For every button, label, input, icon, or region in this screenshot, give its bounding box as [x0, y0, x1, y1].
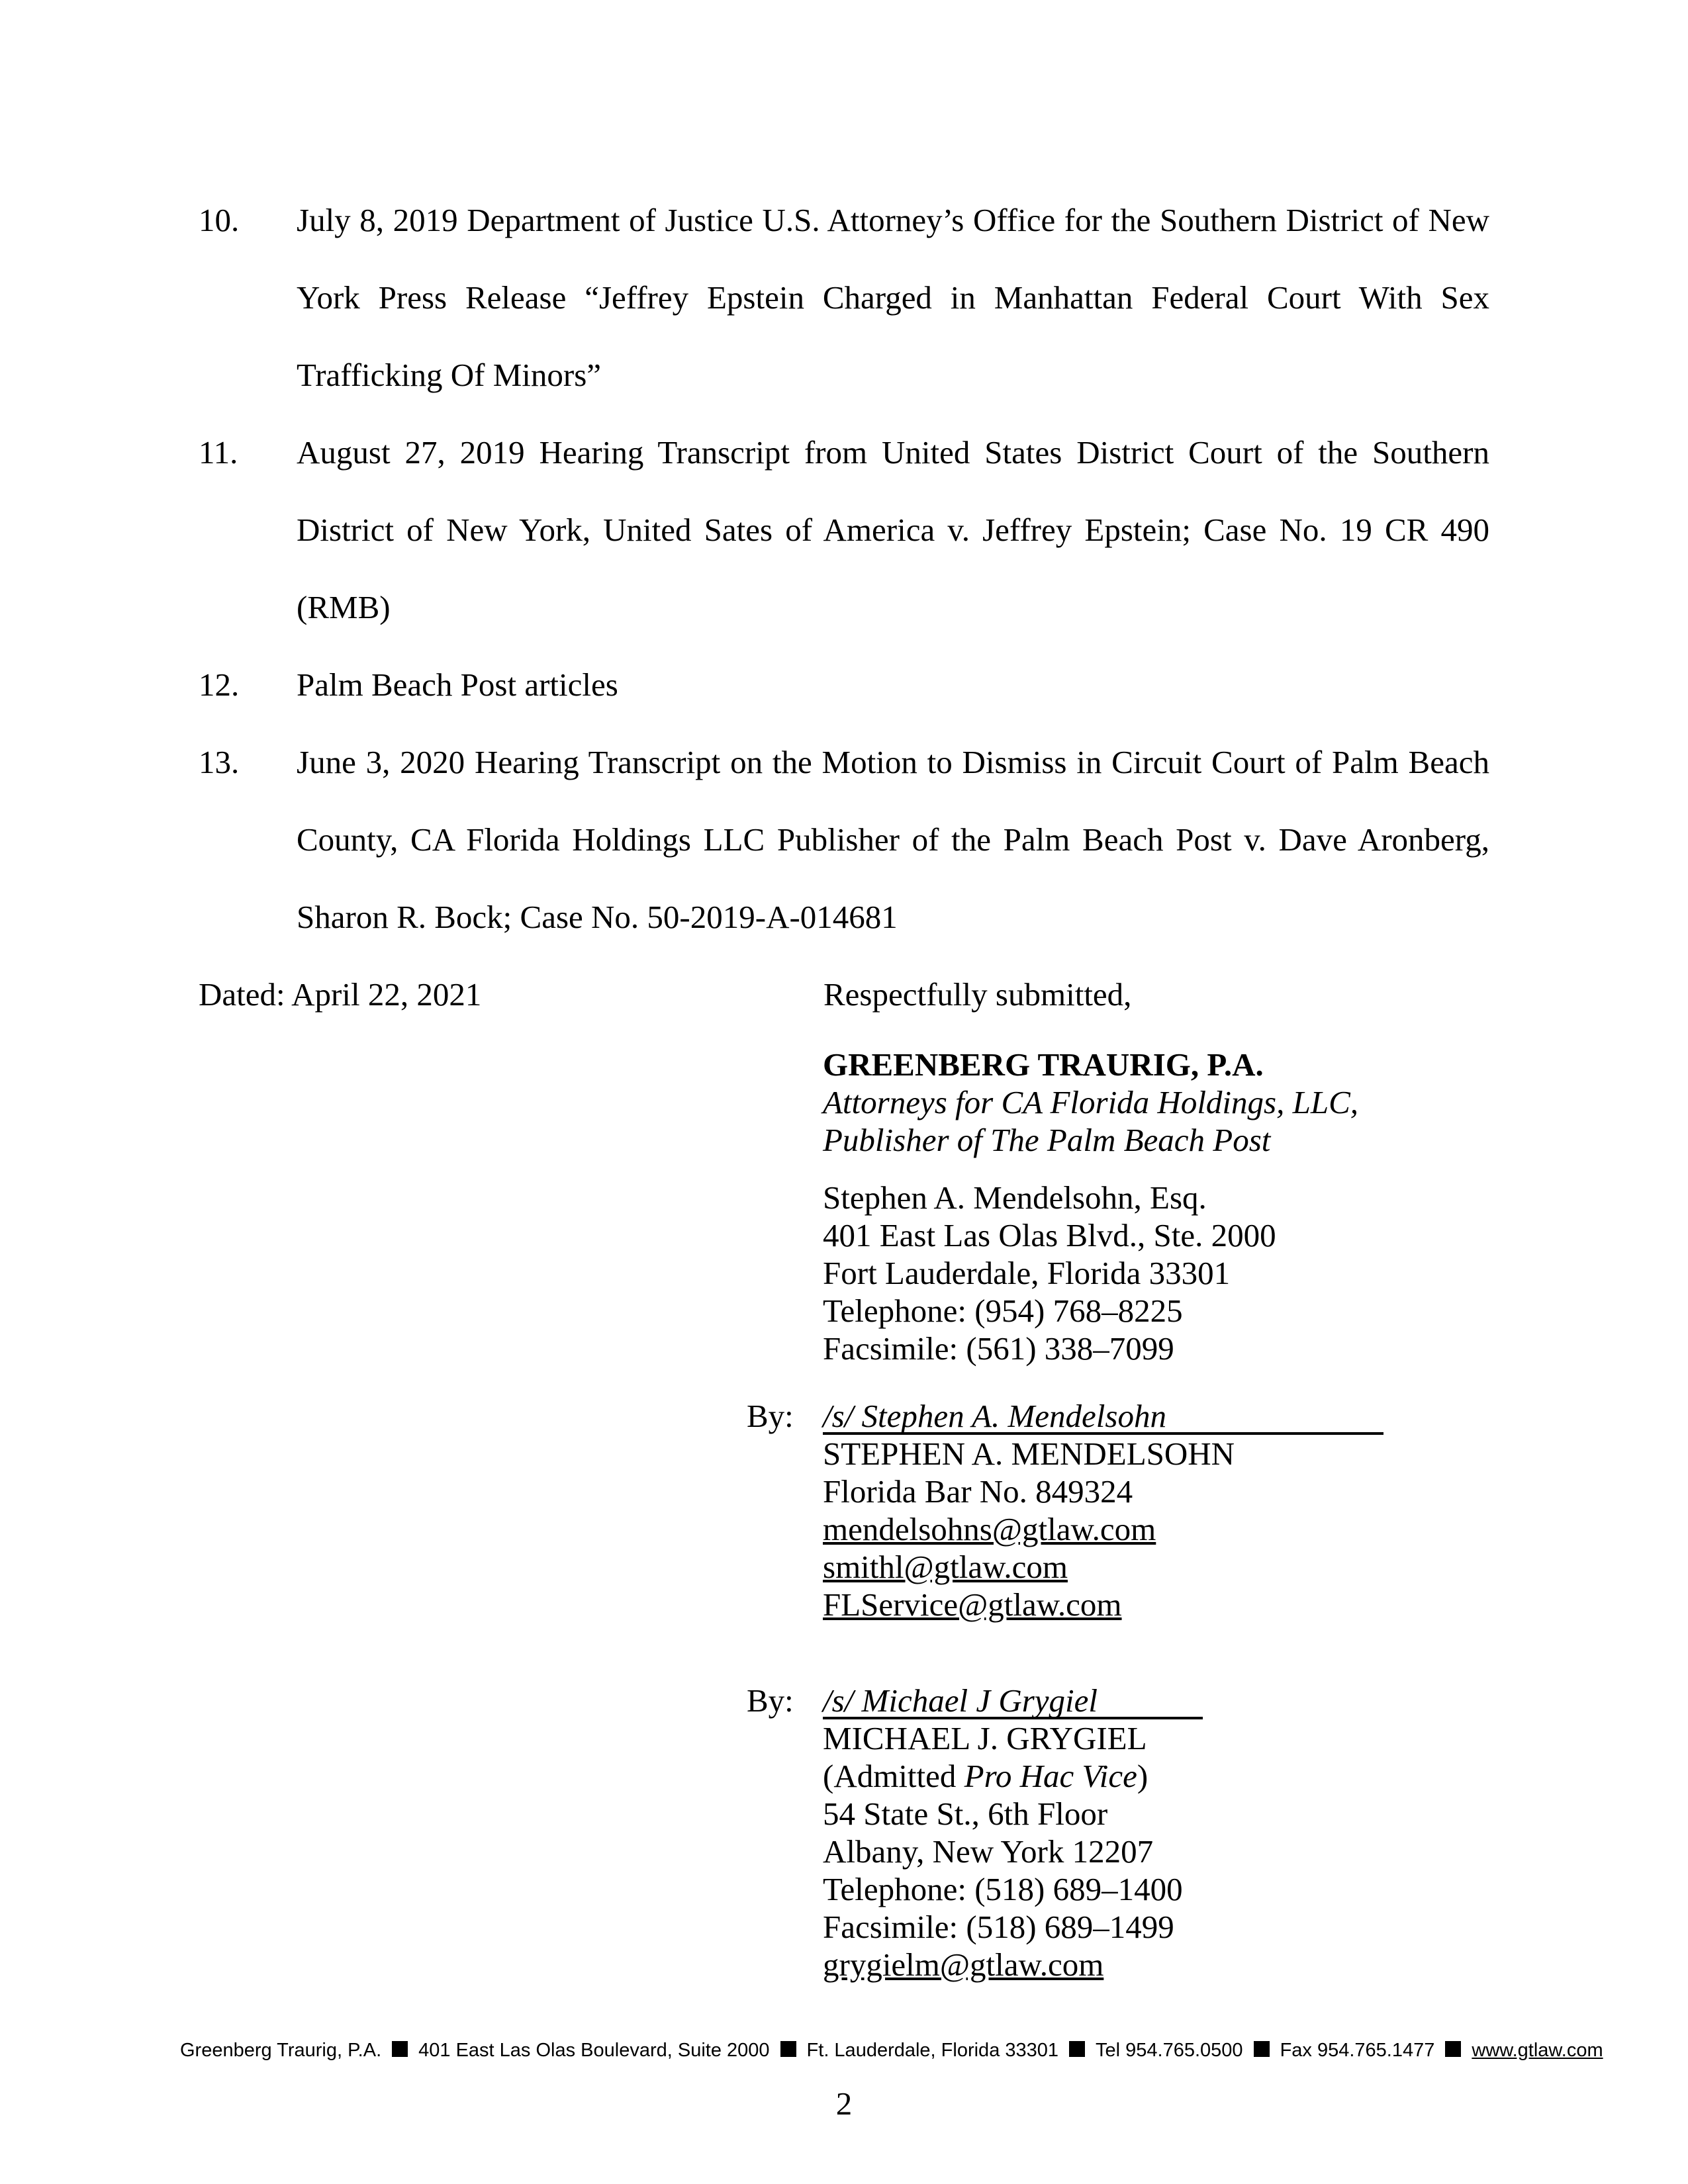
square-bullet-icon [1254, 2041, 1270, 2057]
email-link-smithl[interactable]: smithl@gtlaw.com [823, 1549, 1068, 1585]
email-link-mendelsohns[interactable]: mendelsohns@gtlaw.com [823, 1511, 1156, 1547]
list-item-12 [199, 646, 1489, 723]
footer-website-link[interactable]: www.gtlaw.com [1472, 2040, 1603, 2061]
footer-street-address: 401 East Las Olas Boulevard, Suite 2000 [418, 2040, 770, 2061]
footer-telephone: Tel 954.765.0500 [1096, 2040, 1243, 2061]
email-link-flservice[interactable]: FLService@gtlaw.com [823, 1586, 1122, 1623]
item-number: 11. [199, 434, 238, 471]
attorney2-city: Albany, New York 12207 [823, 1833, 1154, 1870]
by-row-1 [747, 1397, 1515, 1435]
list-item-11 [199, 414, 1489, 646]
attorney1-facsimile: Facsimile: (561) 338–7099 [823, 1330, 1174, 1367]
signature-line-2: /s/ Michael J Grygiel [823, 1682, 1203, 1719]
admitted-pro-hac-vice: Pro Hac Vice [964, 1758, 1137, 1794]
square-bullet-icon [1069, 2041, 1085, 2057]
attorney1-city: Fort Lauderdale, Florida 33301 [823, 1255, 1231, 1291]
by-label: By: [747, 1398, 794, 1434]
list-item-13 [199, 723, 1489, 956]
attorney2-facsimile: Facsimile: (518) 689–1499 [823, 1909, 1174, 1945]
attorney1-name-line: Stephen A. Mendelsohn, Esq. [823, 1179, 1207, 1216]
square-bullet-icon [1445, 2041, 1461, 2057]
firm-role-line-2: Publisher of The Palm Beach Post [823, 1122, 1271, 1158]
signature-column [747, 1046, 1515, 1983]
by-label: By: [747, 1682, 794, 1719]
signature-line-1: /s/ Stephen A. Mendelsohn [823, 1397, 1383, 1435]
by-row-2 [747, 1682, 1515, 1719]
footer-fax: Fax 954.765.1477 [1280, 2040, 1435, 2061]
attorney1-name-caps: STEPHEN A. MENDELSOHN [823, 1435, 1235, 1472]
footer-city-state: Ft. Lauderdale, Florida 33301 [806, 2040, 1059, 2061]
attorney1-telephone: Telephone: (954) 768–8225 [823, 1293, 1183, 1329]
attorney1-email-row [747, 1510, 1515, 1548]
email-link-grygielm[interactable]: grygielm@gtlaw.com [823, 1946, 1104, 1983]
attorney1-street: 401 East Las Olas Blvd., Ste. 2000 [823, 1217, 1276, 1253]
list-item-10 [199, 181, 1489, 414]
footer-firm-name: Greenberg Traurig, P.A. [180, 2040, 382, 2061]
item-number: 10. [199, 202, 240, 238]
item-number: 13. [199, 744, 240, 780]
attorney1-signature-block [747, 1397, 1515, 1623]
item-text: August 27, 2019 Hearing Transcript from United States District Court of the Southern District of New York, United Sates of America v. Jeffrey Epstein; Case No. 19 CR 490 (RMB) [297, 434, 1489, 625]
item-text: Palm Beach Post articles [297, 666, 618, 703]
firm-name: GREENBERG TRAURIG, P.A. [823, 1046, 1264, 1083]
footer [180, 2038, 1603, 2062]
attorney2-street: 54 State St., 6th Floor [823, 1796, 1108, 1832]
square-bullet-icon [392, 2041, 408, 2057]
attorney2-telephone: Telephone: (518) 689–1400 [823, 1871, 1183, 1907]
admitted-prefix: (Admitted [823, 1758, 964, 1794]
attorney1-address-block [747, 1179, 1515, 1367]
attorney2-signature-block [747, 1682, 1515, 1983]
admitted-suffix: ) [1137, 1758, 1149, 1794]
attorney2-admitted-line [747, 1757, 1515, 1795]
dated-row [199, 956, 1489, 1033]
item-text: July 8, 2019 Department of Justice U.S. Attorney’s Office for the Southern District of New York Press Release “Jeffrey Epstein Charged in Manhattan Federal Court With Sex Trafficking Of Minors” [297, 202, 1489, 393]
respectfully-submitted-label: Respectfully submitted, [823, 976, 1132, 1013]
attorney2-name-caps: MICHAEL J. GRYGIEL [823, 1720, 1147, 1756]
item-text: June 3, 2020 Hearing Transcript on the Motion to Dismiss in Circuit Court of Palm Beach County, CA Florida Holdings LLC Publisher of the Palm Beach Post v. Dave Aronberg, Sharon R. Bock; Case No. 50-2019-A-014681 [297, 744, 1489, 935]
page-number: 2 [835, 2085, 853, 2122]
attorney1-email-row [747, 1586, 1515, 1623]
square-bullet-icon [780, 2041, 796, 2057]
firm-block [747, 1046, 1515, 1159]
exhibit-list [199, 181, 1489, 1033]
attorney2-email-row [747, 1946, 1515, 1983]
attorney1-bar-number: Florida Bar No. 849324 [823, 1473, 1133, 1510]
firm-role-line-1: Attorneys for CA Florida Holdings, LLC, [823, 1084, 1359, 1120]
dated-label: Dated: April 22, 2021 [199, 976, 482, 1013]
item-number: 12. [199, 666, 240, 703]
attorney1-email-row [747, 1548, 1515, 1586]
